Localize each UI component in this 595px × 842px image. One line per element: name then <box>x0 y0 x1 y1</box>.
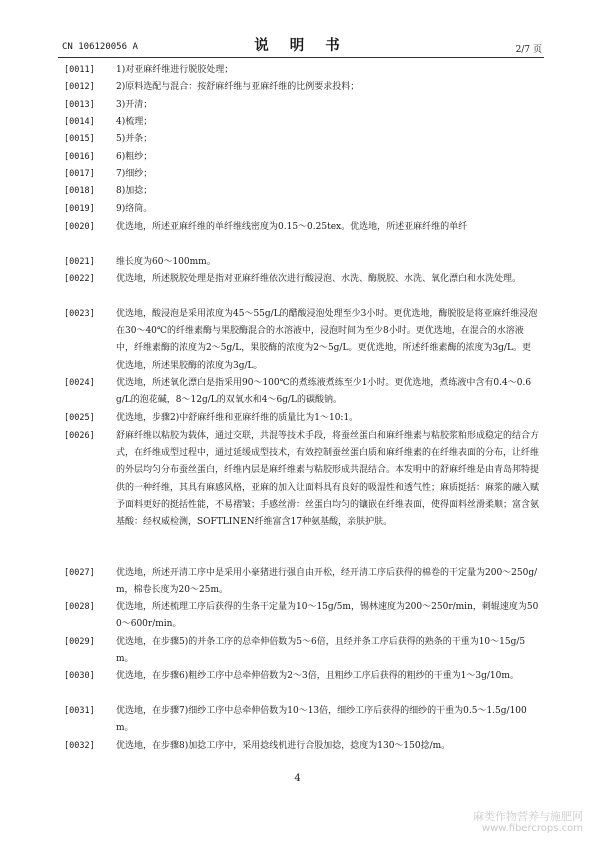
paragraph-number: [0024] <box>64 378 95 388</box>
paragraph-text: 7)细纱； <box>116 169 153 179</box>
paragraph-number: [0030] <box>64 671 95 681</box>
paragraph-number: [0022] <box>64 274 95 284</box>
paragraph-text: 优选地，在步骤8)加捻工序中，采用捻线机进行合股加捻，捻度为130～150捻/m。 <box>116 741 451 751</box>
paragraph-text: 优选地，所述脱胶处理是指对亚麻纤维依次进行酸浸泡、水洗、酶脱胶、水洗、氧化漂白和水洗处理。 <box>116 274 522 284</box>
paragraph-number: [0016] <box>64 152 95 162</box>
paragraph-text: 5)并条； <box>116 134 153 144</box>
watermark-url: www.fibercrops.com <box>481 823 583 834</box>
paragraph-text: 3)开清； <box>116 100 153 110</box>
paragraph-number: [0032] <box>64 741 95 751</box>
paragraph-number: [0026] <box>64 431 95 441</box>
paragraph-number: [0020] <box>64 222 95 232</box>
watermark-text: 麻类作物营养与施肥网 <box>473 810 583 823</box>
paragraph-number: [0031] <box>64 706 95 716</box>
paragraph-number: [0028] <box>64 602 95 612</box>
paragraph-text: 优选地，所述梳理工序后获得的生条干定量为10～15g/5m，锡林速度为200～250r/min，刺辊速度为500～600r/min。 <box>116 602 539 630</box>
paragraph-text: 优选地，所述开清工序中是采用小豪猪进行强自由开松，经开清工序后获得的棉卷的干定量为200～250g/m，棉卷长度为20～25m。 <box>116 568 538 596</box>
paragraph-text: 8)加捻； <box>116 186 153 196</box>
paragraph-number: [0021] <box>64 257 95 267</box>
paragraph-number: [0019] <box>64 204 95 214</box>
page-number: 4 <box>294 773 301 784</box>
paragraph-text: 优选地，酸浸泡是采用浓度为45～55g/L的醋酸浸泡处理至少3小时。更优选地，酶脱胶是将亚麻纤维浸泡在30～40℃的纤维素酶与果胶酶混合的水溶液中，浸泡时间为至少8小时。更优选地，在混合的水溶液中，纤维素酶的浓度为2～5g/L，果胶酶的浓度为2～5g/L。更优选地，所述纤维素酶的浓度为3g/L。更优选地，所述果胶酶的浓度为3g/L。 <box>116 309 538 371</box>
paragraph-text: 9)络筒。 <box>116 204 153 214</box>
header-divider <box>58 57 544 58</box>
paragraph-text: 舒麻纤维以粘胶为载体，通过交联，共混等技术手段，将蚕丝蛋白和麻纤维素与粘胶浆粕形成稳定的结合方式，在纤维成型过程中，通过延缓成型技术，有效控制蚕丝蛋白质和麻纤维素的在纤维表面的分布，让纤维的外层均匀分布蚕丝蛋白，纤维内层是麻纤维素与粘胶形成共混结合。本发明中的舒麻纤维是由青岛邦特提供的一种纤维，其具有麻感风格，亚麻的加入让面料具有良好的吸湿性和透气性；麻质挺括：麻浆的融入赋予面料更好的挺括性能，不易褶皱；手感丝滑：丝蛋白均匀的镶嵌在纤维表面，使得面料丝滑柔顺；富含氨基酸：经权威检测，SOFTLINEN纤维富含17种氨基酸，亲肤护肤。 <box>116 431 540 528</box>
paragraph-number: [0015] <box>64 134 95 144</box>
paragraph-number: [0013] <box>64 100 95 110</box>
document-title: 说 明 书 <box>254 37 348 54</box>
paragraph-text: 2)原料选配与混合：按舒麻纤维与亚麻纤维的比例要求投料； <box>116 82 360 92</box>
paragraph-number: [0017] <box>64 169 95 179</box>
page-indicator: 2/7 页 <box>515 45 542 55</box>
paragraph-text: 优选地，在步骤7)细纱工序中总牵伸倍数为10～13倍，细纱工序后获得的细纱的干重为0.5～1.5g/100m。 <box>116 706 527 734</box>
page-header <box>58 30 544 60</box>
paragraph-text: 优选地，所述氧化漂白是指采用90～100℃的煮练液煮练至少1小时。更优选地，煮练液中含有0.4～0.6g/L的泡花碱，8～12g/L的双氧水和4～6g/L的碳酸钠。 <box>116 378 532 406</box>
paragraph-text: 优选地，在步骤5)的并条工序的总牵伸倍数为5～6倍，且经并条工序后获得的熟条的干重为10～15g/5m。 <box>116 637 526 665</box>
paragraph-text: 6)粗纱； <box>116 152 153 162</box>
paragraph-number: [0023] <box>64 309 95 319</box>
paragraph-number: [0029] <box>64 637 95 647</box>
paragraph-number: [0014] <box>64 117 95 127</box>
paragraph-text: 维长度为60～100mm。 <box>116 257 216 267</box>
paragraph-text: 优选地，在步骤6)粗纱工序中总牵伸倍数为2～3倍，且粗纱工序后获得的粗纱的干重为1～3g/10m。 <box>116 671 519 681</box>
paragraph-number: [0027] <box>64 568 95 578</box>
paragraph-number: [0018] <box>64 186 95 196</box>
paragraph-number: [0012] <box>64 82 95 92</box>
paragraph-text: 优选地，所述亚麻纤维的单纤维线密度为0.15～0.25tex。优选地，所述亚麻纤维的单纤 <box>116 222 468 232</box>
document-number: CN 106120056 A <box>62 42 138 52</box>
paragraph-number: [0025] <box>64 413 95 423</box>
paragraph-number: [0011] <box>64 65 95 75</box>
paragraph-text: 4)梳理； <box>116 117 153 127</box>
paragraph-text: 优选地，步骤2)中舒麻纤维和亚麻纤维的质量比为1～10:1。 <box>116 413 359 423</box>
paragraph-text: 1)对亚麻纤维进行脱胶处理； <box>116 65 234 75</box>
